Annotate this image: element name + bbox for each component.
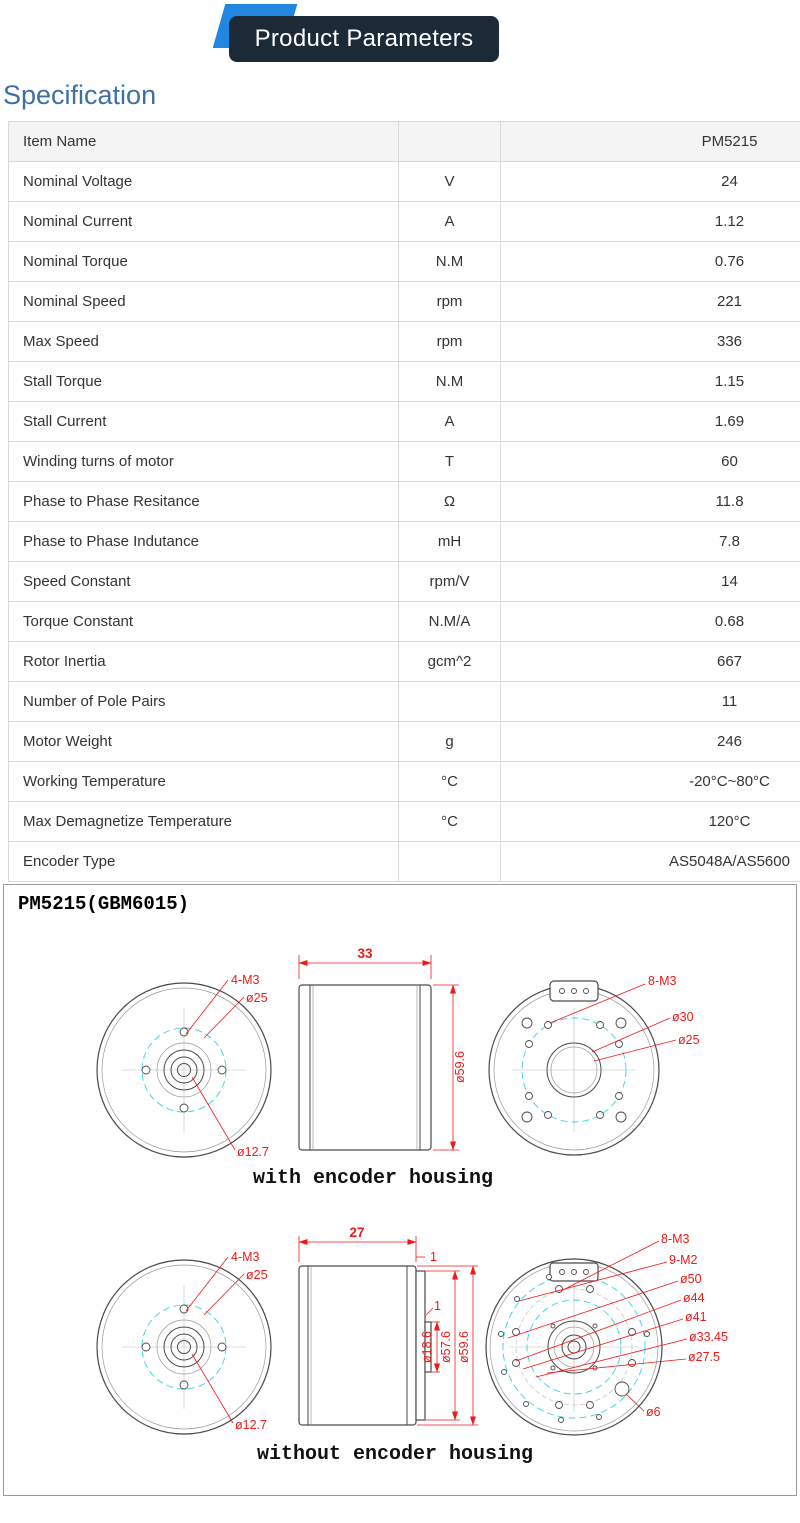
dim-label-4m3: 4-M3 — [231, 1250, 260, 1264]
column-item-name: Item Name — [9, 122, 399, 162]
technical-drawing-panel — [3, 884, 797, 1496]
spec-item-unit: T — [399, 442, 501, 482]
dim-label-step-b: 1 — [434, 1299, 441, 1313]
spec-item-value: 1.12 — [501, 202, 800, 242]
spec-item-value: 7.8 — [501, 522, 800, 562]
dim-label-d41: ø41 — [685, 1310, 707, 1324]
dim-label-outer-diameter: ø59.6 — [457, 1331, 471, 1363]
spec-item-unit: N.M — [399, 362, 501, 402]
table-row — [9, 802, 800, 842]
banner-title: Product Parameters — [254, 25, 474, 52]
dim-label-bolt-circle: ø25 — [246, 1268, 268, 1282]
table-row — [9, 282, 800, 322]
spec-item-unit: Ω — [399, 482, 501, 522]
dim-label-boss-diameter: ø18.6 — [420, 1331, 434, 1363]
spec-item-value: AS5048A/AS5600 — [501, 842, 800, 882]
front-view-with-encoder — [97, 973, 271, 1159]
table-row — [9, 482, 800, 522]
dim-label-d44: ø44 — [683, 1291, 705, 1305]
table-header-row — [9, 122, 800, 162]
table-row — [9, 202, 800, 242]
spec-item-unit: mH — [399, 522, 501, 562]
spec-item-value: 336 — [501, 322, 800, 362]
spec-item-value: 1.15 — [501, 362, 800, 402]
table-row — [9, 242, 800, 282]
spec-item-value: -20°C~80°C — [501, 762, 800, 802]
spec-item-value: 120°C — [501, 802, 800, 842]
spec-item-name: Stall Torque — [9, 362, 399, 402]
table-row — [9, 562, 800, 602]
dim-label-outer-diameter: ø59.6 — [453, 1051, 467, 1083]
dim-label-length: 33 — [357, 946, 373, 961]
spec-item-name: Speed Constant — [9, 562, 399, 602]
spec-item-value: 11 — [501, 682, 800, 722]
spec-item-name: Max Speed — [9, 322, 399, 362]
spec-item-name: Nominal Voltage — [9, 162, 399, 202]
dim-label-shaft: ø12.7 — [237, 1145, 269, 1159]
dim-label-8m3: 8-M3 — [648, 974, 677, 988]
dim-label-4m3: 4-M3 — [231, 973, 260, 987]
table-row — [9, 162, 800, 202]
dim-label-d6: ø6 — [646, 1405, 661, 1419]
caption-with-encoder: with encoder housing — [252, 1167, 494, 1190]
banner-title-pill — [229, 16, 499, 62]
spec-item-name: Nominal Speed — [9, 282, 399, 322]
side-view-with-encoder — [299, 946, 467, 1150]
caption-without-encoder: without encoder housing — [256, 1443, 534, 1466]
spec-item-value: 60 — [501, 442, 800, 482]
spec-item-value: 1.69 — [501, 402, 800, 442]
section-title: Specification — [3, 80, 157, 110]
table-row — [9, 522, 800, 562]
dim-label-length: 27 — [349, 1225, 365, 1240]
spec-item-value: 0.76 — [501, 242, 800, 282]
spec-item-name: Phase to Phase Indutance — [9, 522, 399, 562]
spec-item-unit: A — [399, 202, 501, 242]
spec-item-unit — [399, 682, 501, 722]
table-row — [9, 722, 800, 762]
spec-item-name: Max Demagnetize Temperature — [9, 802, 399, 842]
spec-item-name: Number of Pole Pairs — [9, 682, 399, 722]
spec-item-name: Torque Constant — [9, 602, 399, 642]
column-unit — [399, 122, 501, 162]
spec-item-name: Encoder Type — [9, 842, 399, 882]
spec-item-unit — [399, 842, 501, 882]
spec-item-value: 221 — [501, 282, 800, 322]
table-row — [9, 602, 800, 642]
spec-table — [8, 121, 800, 882]
table-row — [9, 762, 800, 802]
spec-item-value: 11.8 — [501, 482, 800, 522]
spec-item-value: 0.68 — [501, 602, 800, 642]
side-view-without-encoder — [299, 1225, 478, 1425]
table-row — [9, 362, 800, 402]
drawing-title: PM5215(GBM6015) — [18, 893, 190, 915]
dim-label-9m2: 9-M2 — [669, 1253, 698, 1267]
dim-label-d275: ø27.5 — [688, 1350, 720, 1364]
back-view-without-encoder — [486, 1232, 728, 1435]
table-row — [9, 442, 800, 482]
spec-item-unit: N.M — [399, 242, 501, 282]
table-row — [9, 402, 800, 442]
dim-label-center-hole: ø30 — [672, 1010, 694, 1024]
dim-label-bolt-circle: ø25 — [246, 991, 268, 1005]
table-row — [9, 842, 800, 882]
spec-item-unit: g — [399, 722, 501, 762]
spec-item-unit: A — [399, 402, 501, 442]
table-row — [9, 682, 800, 722]
spec-item-unit: rpm/V — [399, 562, 501, 602]
spec-item-value: 246 — [501, 722, 800, 762]
spec-item-name: Phase to Phase Resitance — [9, 482, 399, 522]
spec-item-unit: V — [399, 162, 501, 202]
spec-item-value: 24 — [501, 162, 800, 202]
technical-drawings-svg — [4, 925, 794, 1491]
dim-label-8m3: 8-M3 — [661, 1232, 690, 1246]
back-view-with-encoder — [489, 974, 700, 1155]
dim-label-shaft: ø12.7 — [235, 1418, 267, 1432]
column-model: PM5215 — [501, 122, 800, 162]
spec-item-unit: °C — [399, 802, 501, 842]
spec-item-name: Stall Current — [9, 402, 399, 442]
table-row — [9, 642, 800, 682]
spec-item-unit: N.M/A — [399, 602, 501, 642]
spec-item-value: 667 — [501, 642, 800, 682]
spec-item-name: Winding turns of motor — [9, 442, 399, 482]
front-view-without-encoder — [97, 1250, 271, 1434]
spec-item-name: Working Temperature — [9, 762, 399, 802]
spec-item-name: Nominal Torque — [9, 242, 399, 282]
spec-item-name: Nominal Current — [9, 202, 399, 242]
spec-item-unit: rpm — [399, 282, 501, 322]
dim-label-step-a: 1 — [430, 1250, 437, 1264]
dim-label-body-diameter: ø57.6 — [439, 1331, 453, 1363]
dim-label-d50: ø50 — [680, 1272, 702, 1286]
spec-item-unit: gcm^2 — [399, 642, 501, 682]
dim-label-d3345: ø33.45 — [689, 1330, 728, 1344]
spec-item-name: Rotor Inertia — [9, 642, 399, 682]
dim-label-bolt-circle-back: ø25 — [678, 1033, 700, 1047]
banner — [0, 0, 800, 74]
spec-item-value: 14 — [501, 562, 800, 602]
spec-item-unit: rpm — [399, 322, 501, 362]
spec-item-name: Motor Weight — [9, 722, 399, 762]
spec-item-unit: °C — [399, 762, 501, 802]
table-row — [9, 322, 800, 362]
